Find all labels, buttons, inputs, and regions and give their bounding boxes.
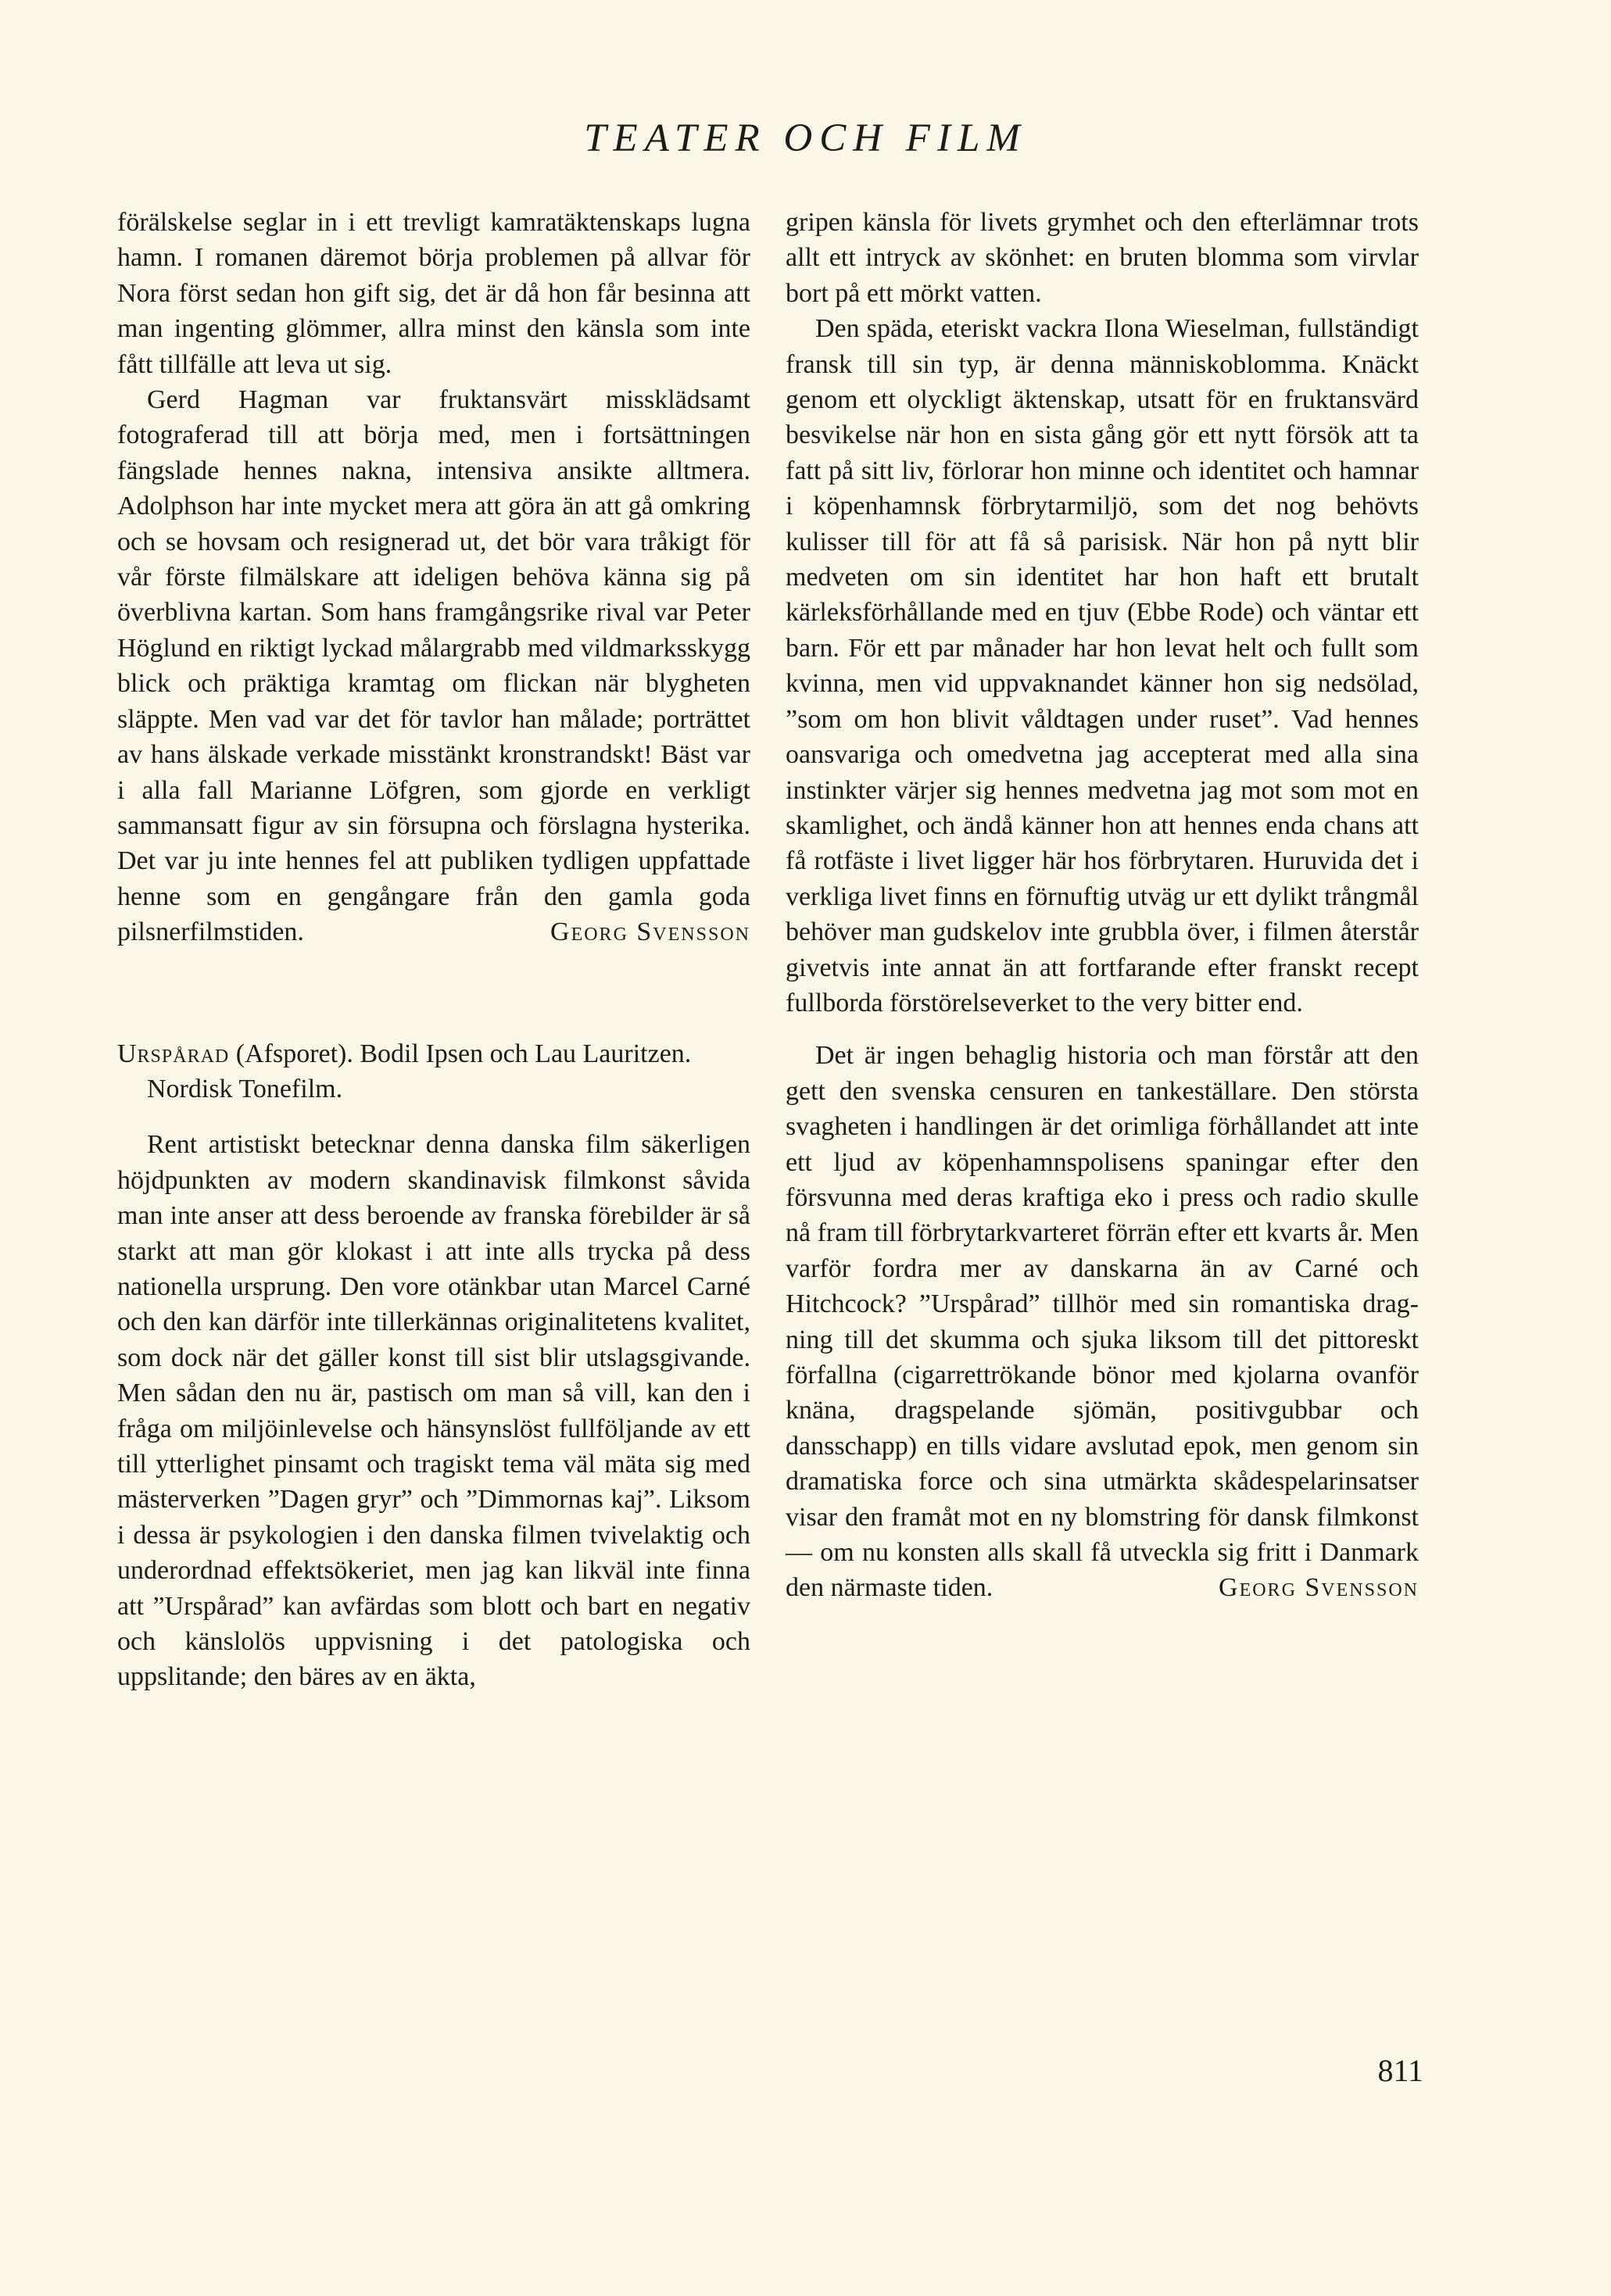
- paragraph: Den späda, eteriskt vackra Ilona Wieselman, fullständigt fransk till sin typ, är denna människoblomma. Knäckt genom ett olyckligt äktenskap, utsatt för en fruktansvärd besvikelse när hon en sista gång gör ett nytt försök att ta fatt på sitt liv, förlorar hon minne och identitet och hamnar i köpenhamnsk förbrytarmiljö, som det nog behövts kulisser till för att få så parisisk. När hon på nytt blir medveten om sin identitet har hon haft ett brutalt kärleksförhållande med en tjuv (Ebbe Rode) och väntar ett barn. För ett par månader har hon levat helt och fullt som kvinna, men vid uppvaknandet känner hon sig nedsölad, ”som om hon blivit våldtagen under ruset”. Vad hennes oansvariga och omedvetna jag accepterat med alla sina instinkter värjer sig hennes medvetna jag mot som mot en skamlighet, och ändå känner hon att hennes enda chans att få rotfäste i livet ligger här hos förbrytaren. Huruvida det i verkliga livet finns en förnuftig utväg ur ett dylikt trångmål behöver man gudskelov inte grubbla över, i filmen återstår givetvis inte annat än att fortfarande efter franskt recept fullborda förstörelseverket to the very bitter end.: [786, 314, 1419, 1017]
- review-heading: [117, 1036, 750, 1107]
- paragraph: Gerd Hagman var fruktansvärt missklädsamt fotograferad till att börja med, men i fortsättningen fängslade hennes nakna, intensiva ansikte alltmera. Adolphson har inte mycket mera att göra än att gå omkring och se hovsam och resignerad ut, det bör vara tråkigt för vår förste filmälskare att ideligen behöva känna sig på överblivna kartan. Som hans framgångsrike rival var Peter Höglund en riktigt lyckad målargrabb med vildmarksskygg blick och präktiga kramtag om flickan när blygheten släppte. Men vad var det för tavlor han målade; porträttet av hans älskade verkade misstänkt kronstrandskt! Bäst var i alla fall Marianne Löfgren, som gjorde en verkligt sammansatt figur av sin försupna och förslagna hysterika. Det var ju inte hennes fel att publiken tydligen uppfattade henne som en gengångare från den gamla goda pilsnerfilmstiden. Georg Svensson: [117, 382, 750, 950]
- paragraph: förälskelse seglar in i ett trevligt kamratäktenskaps lugna hamn. I romanen däremot börja problemen på allvar för Nora först sedan hon gift sig, det är då hon får besinna att man ingenting glömmer, allra minst den känsla som inte fått tillfälle att leva ut sig.: [117, 208, 750, 379]
- running-title: TEATER OCH FILM: [584, 116, 1027, 160]
- review-title: Urspårad: [117, 1039, 230, 1068]
- author-signature: Georg Svensson: [1219, 1573, 1419, 1603]
- author-signature: Georg Svensson: [550, 917, 750, 947]
- review-subtitle: (Afsporet). Bodil Ipsen och Lau Lauritzen. Nordisk Tonefilm.: [147, 1039, 692, 1103]
- paragraph: Rent artistiskt betecknar denna danska film säkerligen höjdpunkten av modern skandinavisk filmkonst såvida man inte anser att dess beroende av franska förebilder är så starkt att man gör klokast i att inte alls trycka på dess nationella ursprung. Den vore otänkbar utan Marcel Carné och den kan därför inte tillerkännas originalitetens kvalitet, som dock när det gäller konst till sist blir utslagsgivande. Men sådan den nu är, pastisch om man så vill, kan den i fråga om miljöinlevelse och hänsynslöst fullföljande av ett till ytterlighet pinsamt och tragiskt tema väl mäta sig med mästerverken ”Dagen gryr” och ”Dimmornas kaj”. Liksom i dessa är psykologien i den danska filmen tvivelaktig och underordnad effektsökeriet, men jag kan likväl inte finna att ”Urspårad” kan avfärdas som blott och bart en negativ och känslolös uppvisning i det patologiska och uppslitande; den bäres av en äkta,: [117, 1130, 750, 1692]
- paragraph: Det är ingen behaglig historia och man förstår att den gett den svenska censuren en tankeställare. Den största svagheten i handlingen är det orimliga förhållandet att inte ett ljud av köpenhamnspolisens spaningar efter den försvunna med deras kraftiga eko i press och radio skulle nå fram till förbrytarkvarteret förrän efter ett kvarts år. Men varför fordra mer av danskarna än av Carné och Hitchcock? ”Urspårad” tillhör med sin romantiska dragning till det skumma och sjuka liksom till det pittoreskt förfallna (cigarrettrökande bönor med kjolarna ovanför knäna, dragspelande sjömän, positivgubbar och dansschapp) en tills vidare avslutad epok, men genom sin dramatiska force och sina utmärkta skådespelarinsatser visar den framåt mot en ny blomstring för dansk filmkonst — om nu konsten alls skall få utveckla sig fritt i Danmark den närmaste tiden. Georg Svensson: [786, 1038, 1419, 1606]
- page-number: 811: [1377, 2053, 1423, 2088]
- left-column: [117, 205, 750, 1695]
- right-column: [786, 205, 1419, 1606]
- paragraph: gripen känsla för livets grymhet och den efterlämnar trots allt ett intryck av skönhet: en bruten blomma som virvlar bort på ett mörkt vatten.: [786, 208, 1419, 308]
